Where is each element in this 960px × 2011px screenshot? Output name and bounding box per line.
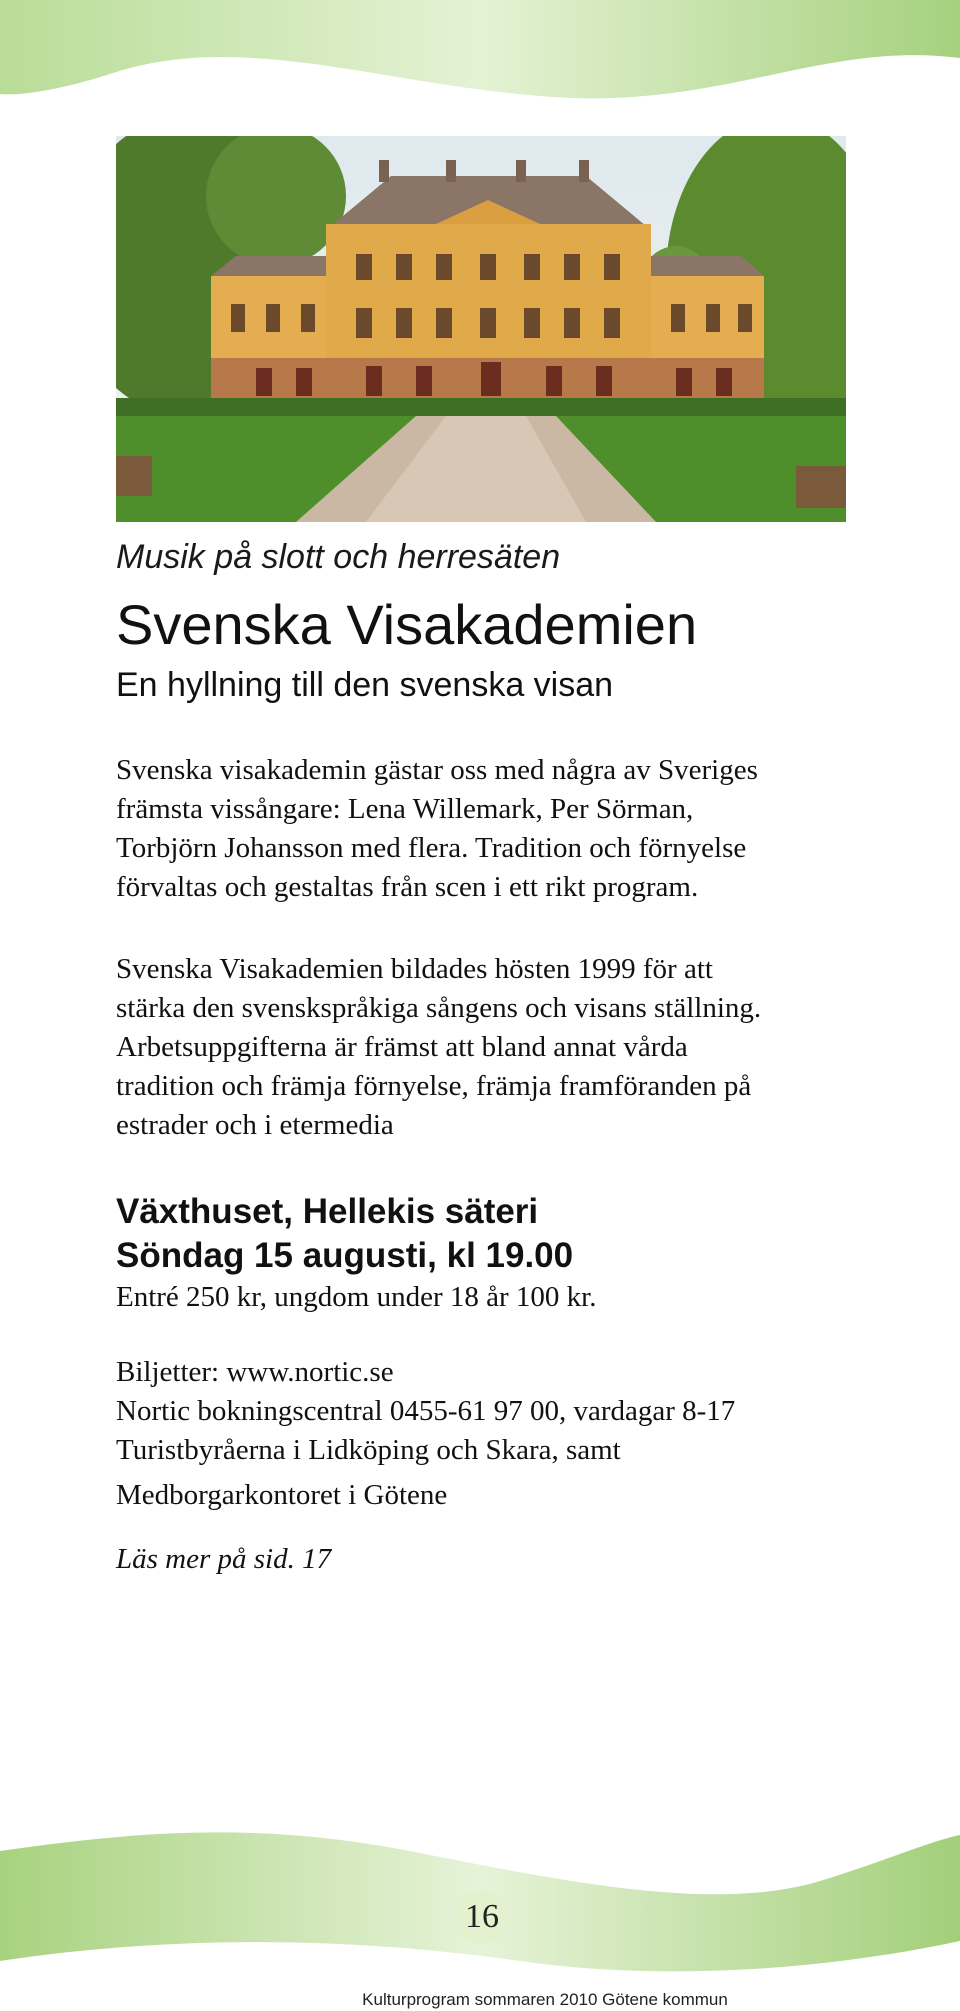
text-line: Torbjörn Johansson med flera. Tradition och förnyelse (116, 832, 747, 864)
description-paragraph-2 (116, 950, 856, 1145)
read-more: Läs mer på sid. 17 (116, 1543, 332, 1575)
ticket-info (116, 1353, 735, 1515)
event-subtitle: En hyllning till den svenska visan (116, 666, 614, 704)
event-details (116, 1190, 573, 1278)
text-line: tradition och främja förnyelse, främja framföranden på (116, 1070, 752, 1102)
text-line: estrader och i etermedia (116, 1109, 394, 1141)
ticket-phone: Nortic bokningscentral 0455-61 97 00, vardagar 8-17 (116, 1395, 736, 1427)
ticket-outlets-2: Medborgarkontoret i Götene (116, 1479, 448, 1511)
event-datetime: Söndag 15 augusti, kl 19.00 (116, 1236, 574, 1275)
text-line: Svenska Visakademien bildades hösten 1999 för att (116, 953, 713, 985)
event-title: Svenska Visakademien (116, 593, 698, 656)
entry-price: Entré 250 kr, ungdom under 18 år 100 kr. (116, 1281, 597, 1313)
description-paragraph-1 (116, 751, 856, 907)
manor-photo (116, 136, 846, 522)
event-series: Musik på slott och herresäten (116, 538, 561, 576)
venue: Växthuset, Hellekis säteri (116, 1192, 539, 1231)
ticket-website[interactable]: Biljetter: www.nortic.se (116, 1356, 394, 1388)
text-line: stärka den svenskspråkiga sångens och visans ställning. (116, 992, 762, 1024)
text-line: Svenska visakademin gästar oss med några av Sveriges (116, 754, 758, 786)
text-line: förvaltas och gestaltas från scen i ett rikt program. (116, 871, 699, 903)
page-number: 16 (455, 1890, 509, 1944)
text-line: främsta vissångare: Lena Willemark, Per Sörman, (116, 793, 694, 825)
ticket-outlets: Turistbyråerna i Lidköping och Skara, samt (116, 1434, 621, 1466)
top-wave-decoration (0, 0, 960, 120)
text-line: Arbetsuppgifterna är främst att bland annat vårda (116, 1031, 688, 1063)
page-footer: Kulturprogram sommaren 2010 Götene kommun (362, 1990, 728, 2009)
